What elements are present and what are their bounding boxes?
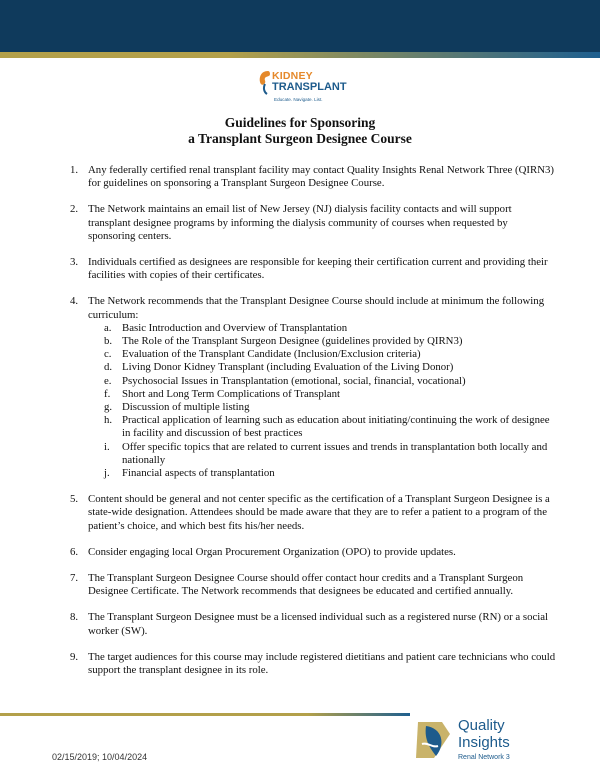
revision-date: 02/15/2019; 10/04/2024 <box>52 752 148 762</box>
curriculum-text: Evaluation of the Transplant Candidate (Inclusion/Exclusion criteria) <box>122 348 421 361</box>
list-item <box>70 203 556 243</box>
item-text: Any federally certified renal transplant facility may contact Quality Insights Renal Network Three (QIRN3) for guidelines on sponsoring a Transplant Surgeon Designee Course. <box>88 164 555 190</box>
list-item <box>70 572 556 598</box>
item-text: Consider engaging local Organ Procurement Organization (OPO) to provide updates. <box>88 545 456 558</box>
curriculum-list <box>88 322 556 480</box>
item-number: 7. <box>70 572 79 585</box>
logo-tagline: Educate. Navigate. List. <box>274 97 323 102</box>
curriculum-text: Short and Long Term Complications of Transplant <box>122 387 340 400</box>
qi-logo-line2: Insights <box>458 734 510 751</box>
list-item <box>70 164 556 190</box>
kidney-transplant-logo <box>258 70 348 108</box>
curriculum-item <box>104 414 556 440</box>
item-text: The Network recommends that the Transplant Designee Course should include at minimum the following curriculum: <box>88 295 545 321</box>
curriculum-letter: d. <box>104 361 113 374</box>
curriculum-text: Offer specific topics that are related to current issues and trends in transplantation both locally and nationally <box>122 440 548 466</box>
item-number: 2. <box>70 203 79 216</box>
curriculum-item <box>104 401 556 414</box>
curriculum-text: Discussion of multiple listing <box>122 401 250 414</box>
item-number: 4. <box>70 295 79 308</box>
item-text: Individuals certified as designees are responsible for keeping their certification current and providing their facilities with copies of their certificates. <box>88 256 548 282</box>
curriculum-text: The Role of the Transplant Surgeon Designee (guidelines provided by QIRN3) <box>122 335 463 348</box>
quality-insights-logo <box>412 716 522 768</box>
item-number: 6. <box>70 545 79 558</box>
list-item <box>70 493 556 533</box>
header-stripe <box>0 52 600 58</box>
curriculum-letter: g. <box>104 401 113 414</box>
item-number: 5. <box>70 493 79 506</box>
guidelines-list <box>70 164 556 690</box>
list-item <box>70 611 556 637</box>
logo-kidney-text: KIDNEY <box>272 70 313 82</box>
curriculum-letter: i. <box>104 440 110 453</box>
item-number: 9. <box>70 650 79 663</box>
curriculum-text: Basic Introduction and Overview of Transplantation <box>122 321 348 334</box>
logo-transplant-text: TRANSPLANT <box>272 81 347 93</box>
curriculum-text: Practical application of learning such as education about initiating/continuing the work of designee in facility and discussion of best practices <box>122 414 550 440</box>
list-item <box>70 256 556 282</box>
curriculum-item <box>104 361 556 374</box>
curriculum-letter: a. <box>104 321 112 334</box>
curriculum-letter: e. <box>104 374 112 387</box>
item-number: 1. <box>70 164 79 176</box>
curriculum-letter: j. <box>104 467 110 480</box>
curriculum-text: Living Donor Kidney Transplant (including Evaluation of the Living Donor) <box>122 361 454 374</box>
curriculum-letter: c. <box>104 348 112 361</box>
list-item <box>70 651 556 677</box>
item-text: The target audiences for this course may include registered dietitians and patient care technicians who could support the transplant designee in its role. <box>88 650 556 677</box>
curriculum-letter: f. <box>104 387 111 400</box>
qi-logo-line3: Renal Network 3 <box>458 754 510 761</box>
curriculum-item <box>104 388 556 401</box>
curriculum-text: Financial aspects of transplantation <box>122 467 275 480</box>
curriculum-item <box>104 335 556 348</box>
item-text: The Transplant Surgeon Designee must be a licensed individual such as a registered nurse (RN) or a social worker (SW). <box>88 611 549 637</box>
list-item <box>70 295 556 480</box>
header-band <box>0 0 600 52</box>
title-line-2: a Transplant Surgeon Designee Course <box>188 131 412 146</box>
footer-stripe <box>0 713 410 716</box>
qi-logo-line1: Quality <box>458 717 505 734</box>
title-line-1: Guidelines for Sponsoring <box>224 115 376 130</box>
item-number: 8. <box>70 611 79 624</box>
curriculum-text: Psychosocial Issues in Transplantation (emotional, social, financial, vocational) <box>122 374 466 387</box>
item-number: 3. <box>70 256 79 269</box>
item-text: The Network maintains an email list of New Jersey (NJ) dialysis facility contacts and will support transplant designee programs by informing the dialysis community of courses when requested by sponsoring centers. <box>88 203 512 242</box>
curriculum-item <box>104 375 556 388</box>
curriculum-item <box>104 348 556 361</box>
page-title <box>0 115 600 147</box>
item-text: The Transplant Surgeon Designee Course should offer contact hour credits and a Transplant Surgeon Designee Certificate. The Network recommends that designees be educated and certified annually. <box>88 572 524 598</box>
quality-insights-logo-icon <box>412 718 454 762</box>
curriculum-item <box>104 441 556 467</box>
curriculum-letter: h. <box>104 414 113 427</box>
list-item <box>70 546 556 559</box>
curriculum-letter: b. <box>104 335 113 348</box>
curriculum-item <box>104 322 556 335</box>
curriculum-item <box>104 467 556 480</box>
item-text: Content should be general and not center specific as the certification of a Transplant Surgeon Designee is a state-wide designation. Attendees should be made aware that they are to refer a patient to a program of the patient’s choice, and which best fits his/her needs. <box>88 493 550 532</box>
